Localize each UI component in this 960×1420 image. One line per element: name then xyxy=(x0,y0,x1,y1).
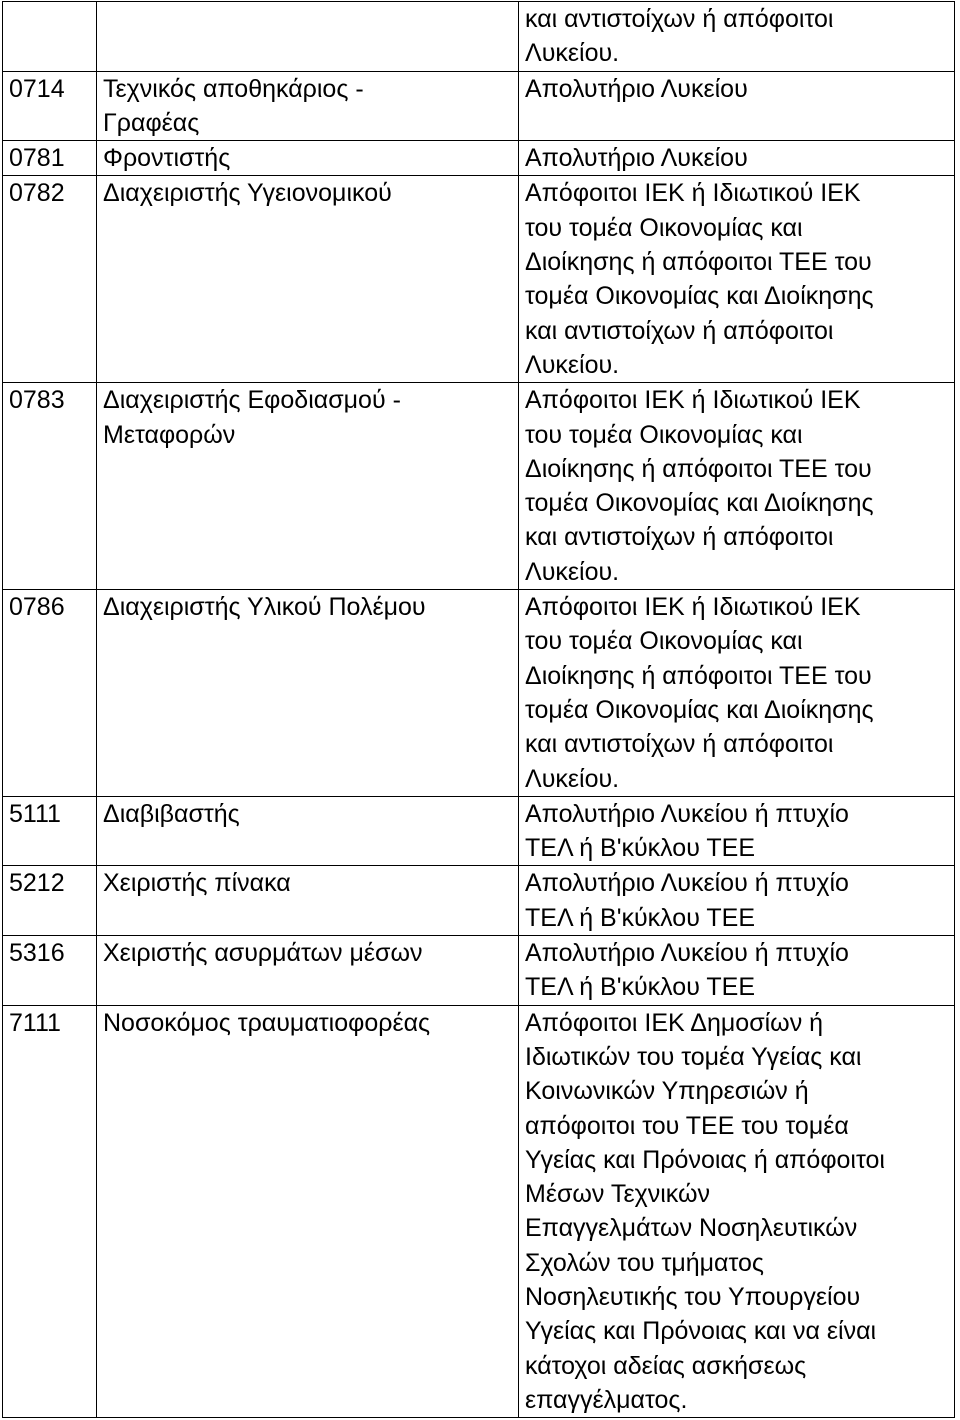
specialties-table xyxy=(2,1,955,1418)
specialty-title-cell: Νοσοκόμος τραυματιοφορέας xyxy=(97,1005,519,1418)
requirement-cell: Απολυτήριο Λυκείου ή πτυχίο ΤΕΛ ή Β'κύκλου ΤΕΕ xyxy=(519,866,955,936)
specialty-code-cell: 0786 xyxy=(3,590,97,797)
specialty-code-cell: 7111 xyxy=(3,1005,97,1418)
specialty-title-cell: Διαχειριστής Υλικού Πολέμου xyxy=(97,590,519,797)
requirement-cell: Απολυτήριο Λυκείου xyxy=(519,141,955,176)
table-row xyxy=(3,176,955,383)
requirement-cell: Απόφοιτοι ΙΕΚ ή Ιδιωτικού ΙΕΚ του τομέα Οικονομίας και Διοίκησης ή απόφοιτοι ΤΕΕ του τομέα Οικονομίας και Διοίκησης και αντιστοίχων ή απόφοιτοι Λυκείου. xyxy=(519,176,955,383)
requirement-cell: Απόφοιτοι ΙΕΚ ή Ιδιωτικού ΙΕΚ του τομέα Οικονομίας και Διοίκησης ή απόφοιτοι ΤΕΕ του τομέα Οικονομίας και Διοίκησης και αντιστοίχων ή απόφοιτοι Λυκείου. xyxy=(519,590,955,797)
table-row xyxy=(3,383,955,590)
specialty-title-cell xyxy=(97,2,519,72)
requirement-cell: Απόφοιτοι ΙΕΚ ή Ιδιωτικού ΙΕΚ του τομέα Οικονομίας και Διοίκησης ή απόφοιτοι ΤΕΕ του τομέα Οικονομίας και Διοίκησης και αντιστοίχων ή απόφοιτοι Λυκείου. xyxy=(519,383,955,590)
table-row xyxy=(3,2,955,72)
table-row xyxy=(3,936,955,1006)
specialty-code-cell: 0714 xyxy=(3,71,97,141)
specialty-title-cell: Φροντιστής xyxy=(97,141,519,176)
specialty-code-cell: 5212 xyxy=(3,866,97,936)
requirement-cell: Απολυτήριο Λυκείου ή πτυχίο ΤΕΛ ή Β'κύκλου ΤΕΕ xyxy=(519,796,955,866)
requirement-cell: Απολυτήριο Λυκείου ή πτυχίο ΤΕΛ ή Β'κύκλου ΤΕΕ xyxy=(519,936,955,1006)
table-body xyxy=(3,2,955,1418)
table-row xyxy=(3,141,955,176)
specialty-title-cell: Διαχειριστής Υγειονομικού xyxy=(97,176,519,383)
specialty-code-cell: 0783 xyxy=(3,383,97,590)
specialty-title-cell: Χειριστής πίνακα xyxy=(97,866,519,936)
table-row xyxy=(3,866,955,936)
table-row xyxy=(3,590,955,797)
specialty-code-cell: 0782 xyxy=(3,176,97,383)
table-row xyxy=(3,796,955,866)
table-row xyxy=(3,1005,955,1418)
specialty-code-cell: 5316 xyxy=(3,936,97,1006)
specialty-code-cell: 5111 xyxy=(3,796,97,866)
specialty-title-cell: Διαχειριστής Εφοδιασμού - Μεταφορών xyxy=(97,383,519,590)
requirement-cell: και αντιστοίχων ή απόφοιτοι Λυκείου. xyxy=(519,2,955,72)
requirement-cell: Απολυτήριο Λυκείου xyxy=(519,71,955,141)
specialty-title-cell: Χειριστής ασυρμάτων μέσων xyxy=(97,936,519,1006)
table-row xyxy=(3,71,955,141)
specialty-title-cell: Τεχνικός αποθηκάριος - Γραφέας xyxy=(97,71,519,141)
specialty-code-cell xyxy=(3,2,97,72)
requirement-cell: Απόφοιτοι ΙΕΚ Δημοσίων ή Ιδιωτικών του τομέα Υγείας και Κοινωνικών Υπηρεσιών ή απόφοιτοι του ΤΕΕ του τομέα Υγείας και Πρόνοιας ή απόφοιτοι Μέσων Τεχνικών Επαγγελμάτων Νοσηλευτικών Σχολών του τμήματος Νοσηλευτικής του Υπουργείου Υγείας και Πρόνοιας και να είναι κάτοχοι αδείας ασκήσεως επαγγέλματος. xyxy=(519,1005,955,1418)
specialty-title-cell: Διαβιβαστής xyxy=(97,796,519,866)
specialty-code-cell: 0781 xyxy=(3,141,97,176)
